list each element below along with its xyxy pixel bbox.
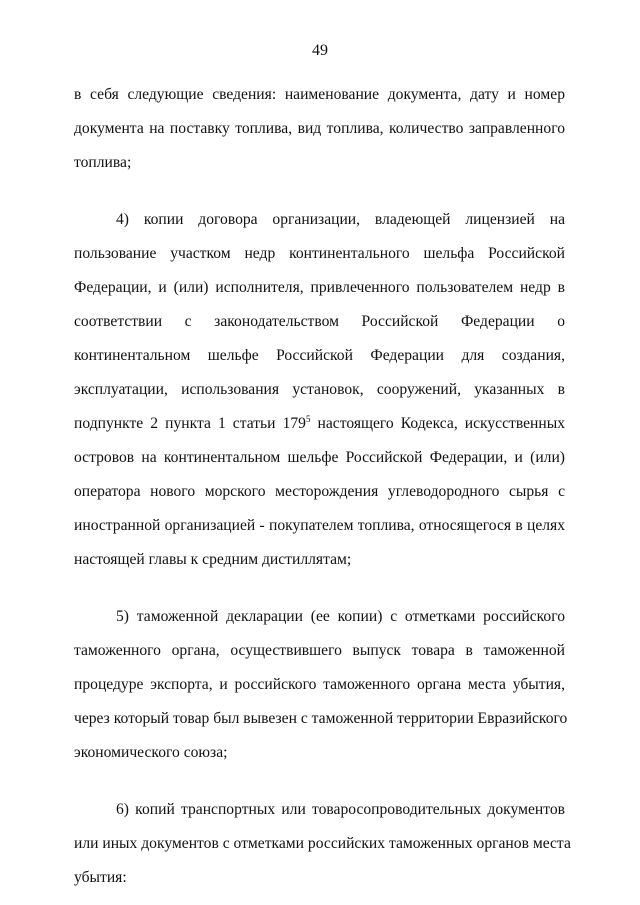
text-line: эксплуатации, использования установок, сооружений, указанных в (74, 381, 565, 398)
text-line: 5) таможенной декларации (ее копии) с отметками российского (116, 608, 565, 625)
text-line: через который товар был вывезен с таможенной территории Евразийского (74, 710, 568, 727)
text-line: оператора нового морского месторождения углеводородного сырья с (74, 483, 565, 500)
text-line (74, 407, 565, 441)
text-line: убытия: (74, 869, 127, 886)
text-line: иностранной организацией - покупателем топлива, относящегося в целях (74, 517, 565, 534)
paragraph (74, 600, 568, 770)
text-line: экономического союза; (74, 744, 228, 761)
text-line: пользование участком недр континентального шельфа Российской (74, 245, 565, 262)
text-line: документа на поставку топлива, вид топлива, количество заправленного (74, 120, 565, 137)
text-line: 6) копий транспортных или товаросопроводительных документов (116, 801, 565, 818)
text-line: соответствии с законодательством Российской Федерации о (74, 313, 565, 330)
text-line: таможенного органа, осуществившего выпуск товара в таможенной (74, 642, 565, 659)
text-line: 4) копии договора организации, владеющей лицензией на (116, 211, 565, 228)
paragraph-gap (74, 180, 565, 203)
text-line: топлива; (74, 154, 132, 171)
page-number: 49 (312, 42, 328, 59)
text-line: настоящей главы к средним дистиллятам; (74, 551, 352, 568)
text-line: в себя следующие сведения: наименование документа, дату и номер (74, 86, 565, 103)
paragraph (74, 793, 571, 895)
text-segment: настоящего Кодекса, искусственных (310, 415, 566, 432)
paragraph-gap (74, 770, 565, 793)
paragraph (74, 78, 565, 180)
text-line: островов на континентальном шельфе Российской Федерации, и (или) (74, 449, 565, 466)
paragraph (74, 203, 565, 577)
text-line: или иных документов с отметками российских таможенных органов места (74, 835, 571, 852)
document-body (74, 78, 571, 895)
text-line: процедуре экспорта, и российского таможенного органа места убытия, (74, 676, 565, 693)
superscript: 5 (305, 414, 311, 424)
text-line: континентальном шельфе Российской Федерации для создания, (74, 347, 565, 364)
text-line: Федерации, и (или) исполнителя, привлеченного пользователем недр в (74, 279, 565, 296)
paragraph-gap (74, 577, 565, 600)
text-segment: подпункте 2 пункта 1 статьи 179 (74, 415, 306, 432)
